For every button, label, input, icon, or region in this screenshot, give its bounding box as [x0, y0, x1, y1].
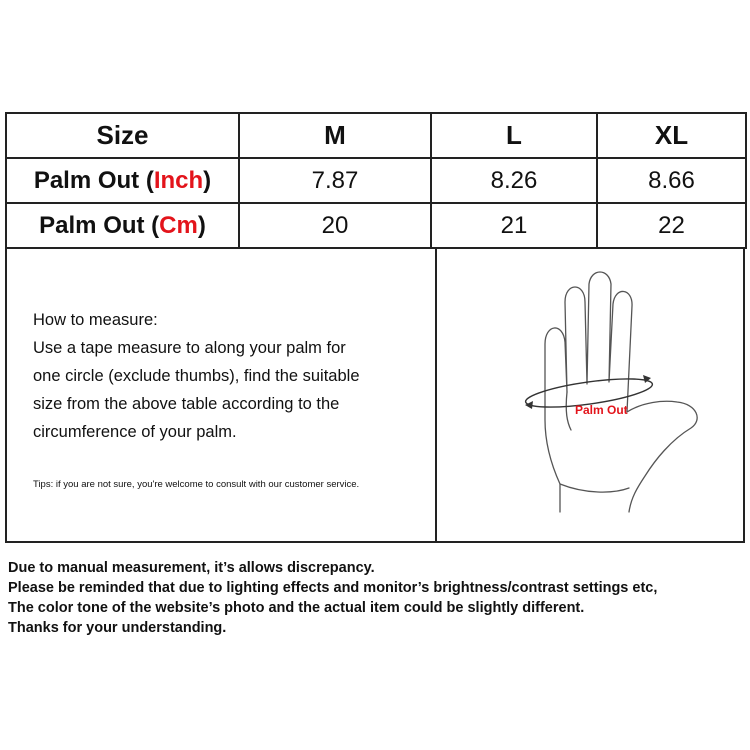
size-chart-table	[5, 112, 747, 249]
table-row	[6, 158, 746, 203]
how-to-measure-heading: How to measure:	[33, 311, 158, 329]
disclaimer-line: The color tone of the website’s photo and the actual item could be slightly different.	[8, 600, 585, 616]
row-label-prefix: Palm Out (	[39, 211, 160, 239]
disclaimer-line: Due to manual measurement, it’s allows discrepancy.	[8, 560, 375, 576]
disclaimer-line: Thanks for your understanding.	[8, 620, 227, 636]
hand-outline-icon	[545, 272, 697, 512]
header-l: L	[431, 113, 597, 158]
how-to-measure-text	[33, 306, 418, 446]
instruction-line: circumference of your palm.	[33, 423, 237, 441]
instruction-line: one circle (exclude thumbs), find the suitable	[33, 367, 360, 385]
cell-xl-cm: 22	[597, 203, 746, 248]
header-xl: XL	[597, 113, 746, 158]
row-label-suffix: )	[203, 166, 212, 194]
palm-out-label: Palm Out	[575, 403, 628, 417]
instruction-line: size from the above table according to the	[33, 395, 340, 413]
cell-m-inch: 7.87	[239, 158, 431, 203]
disclaimer-notes	[8, 558, 657, 638]
header-row	[6, 113, 746, 158]
hand-measure-illustration	[505, 262, 725, 530]
cell-l-cm: 21	[431, 203, 597, 248]
row-label-suffix: )	[197, 211, 206, 239]
row-label-unit: Cm	[159, 211, 198, 239]
disclaimer-line: Please be reminded that due to lighting effects and monitor’s brightness/contrast settings etc,	[8, 580, 658, 596]
tips-text: Tips: if you are not sure, you're welcome to consult with our customer service.	[33, 479, 360, 490]
table-row	[6, 203, 746, 248]
cell-l-inch: 8.26	[431, 158, 597, 203]
row-label-cm	[6, 203, 239, 248]
row-label-unit: Inch	[153, 166, 204, 194]
row-label-prefix: Palm Out (	[33, 166, 154, 194]
header-m: M	[239, 113, 431, 158]
cell-m-cm: 20	[239, 203, 431, 248]
row-label-inch	[6, 158, 239, 203]
instruction-line: Use a tape measure to along your palm for	[33, 339, 346, 357]
cell-xl-inch: 8.66	[597, 158, 746, 203]
header-size: Size	[6, 113, 239, 158]
panel-divider	[435, 249, 437, 541]
